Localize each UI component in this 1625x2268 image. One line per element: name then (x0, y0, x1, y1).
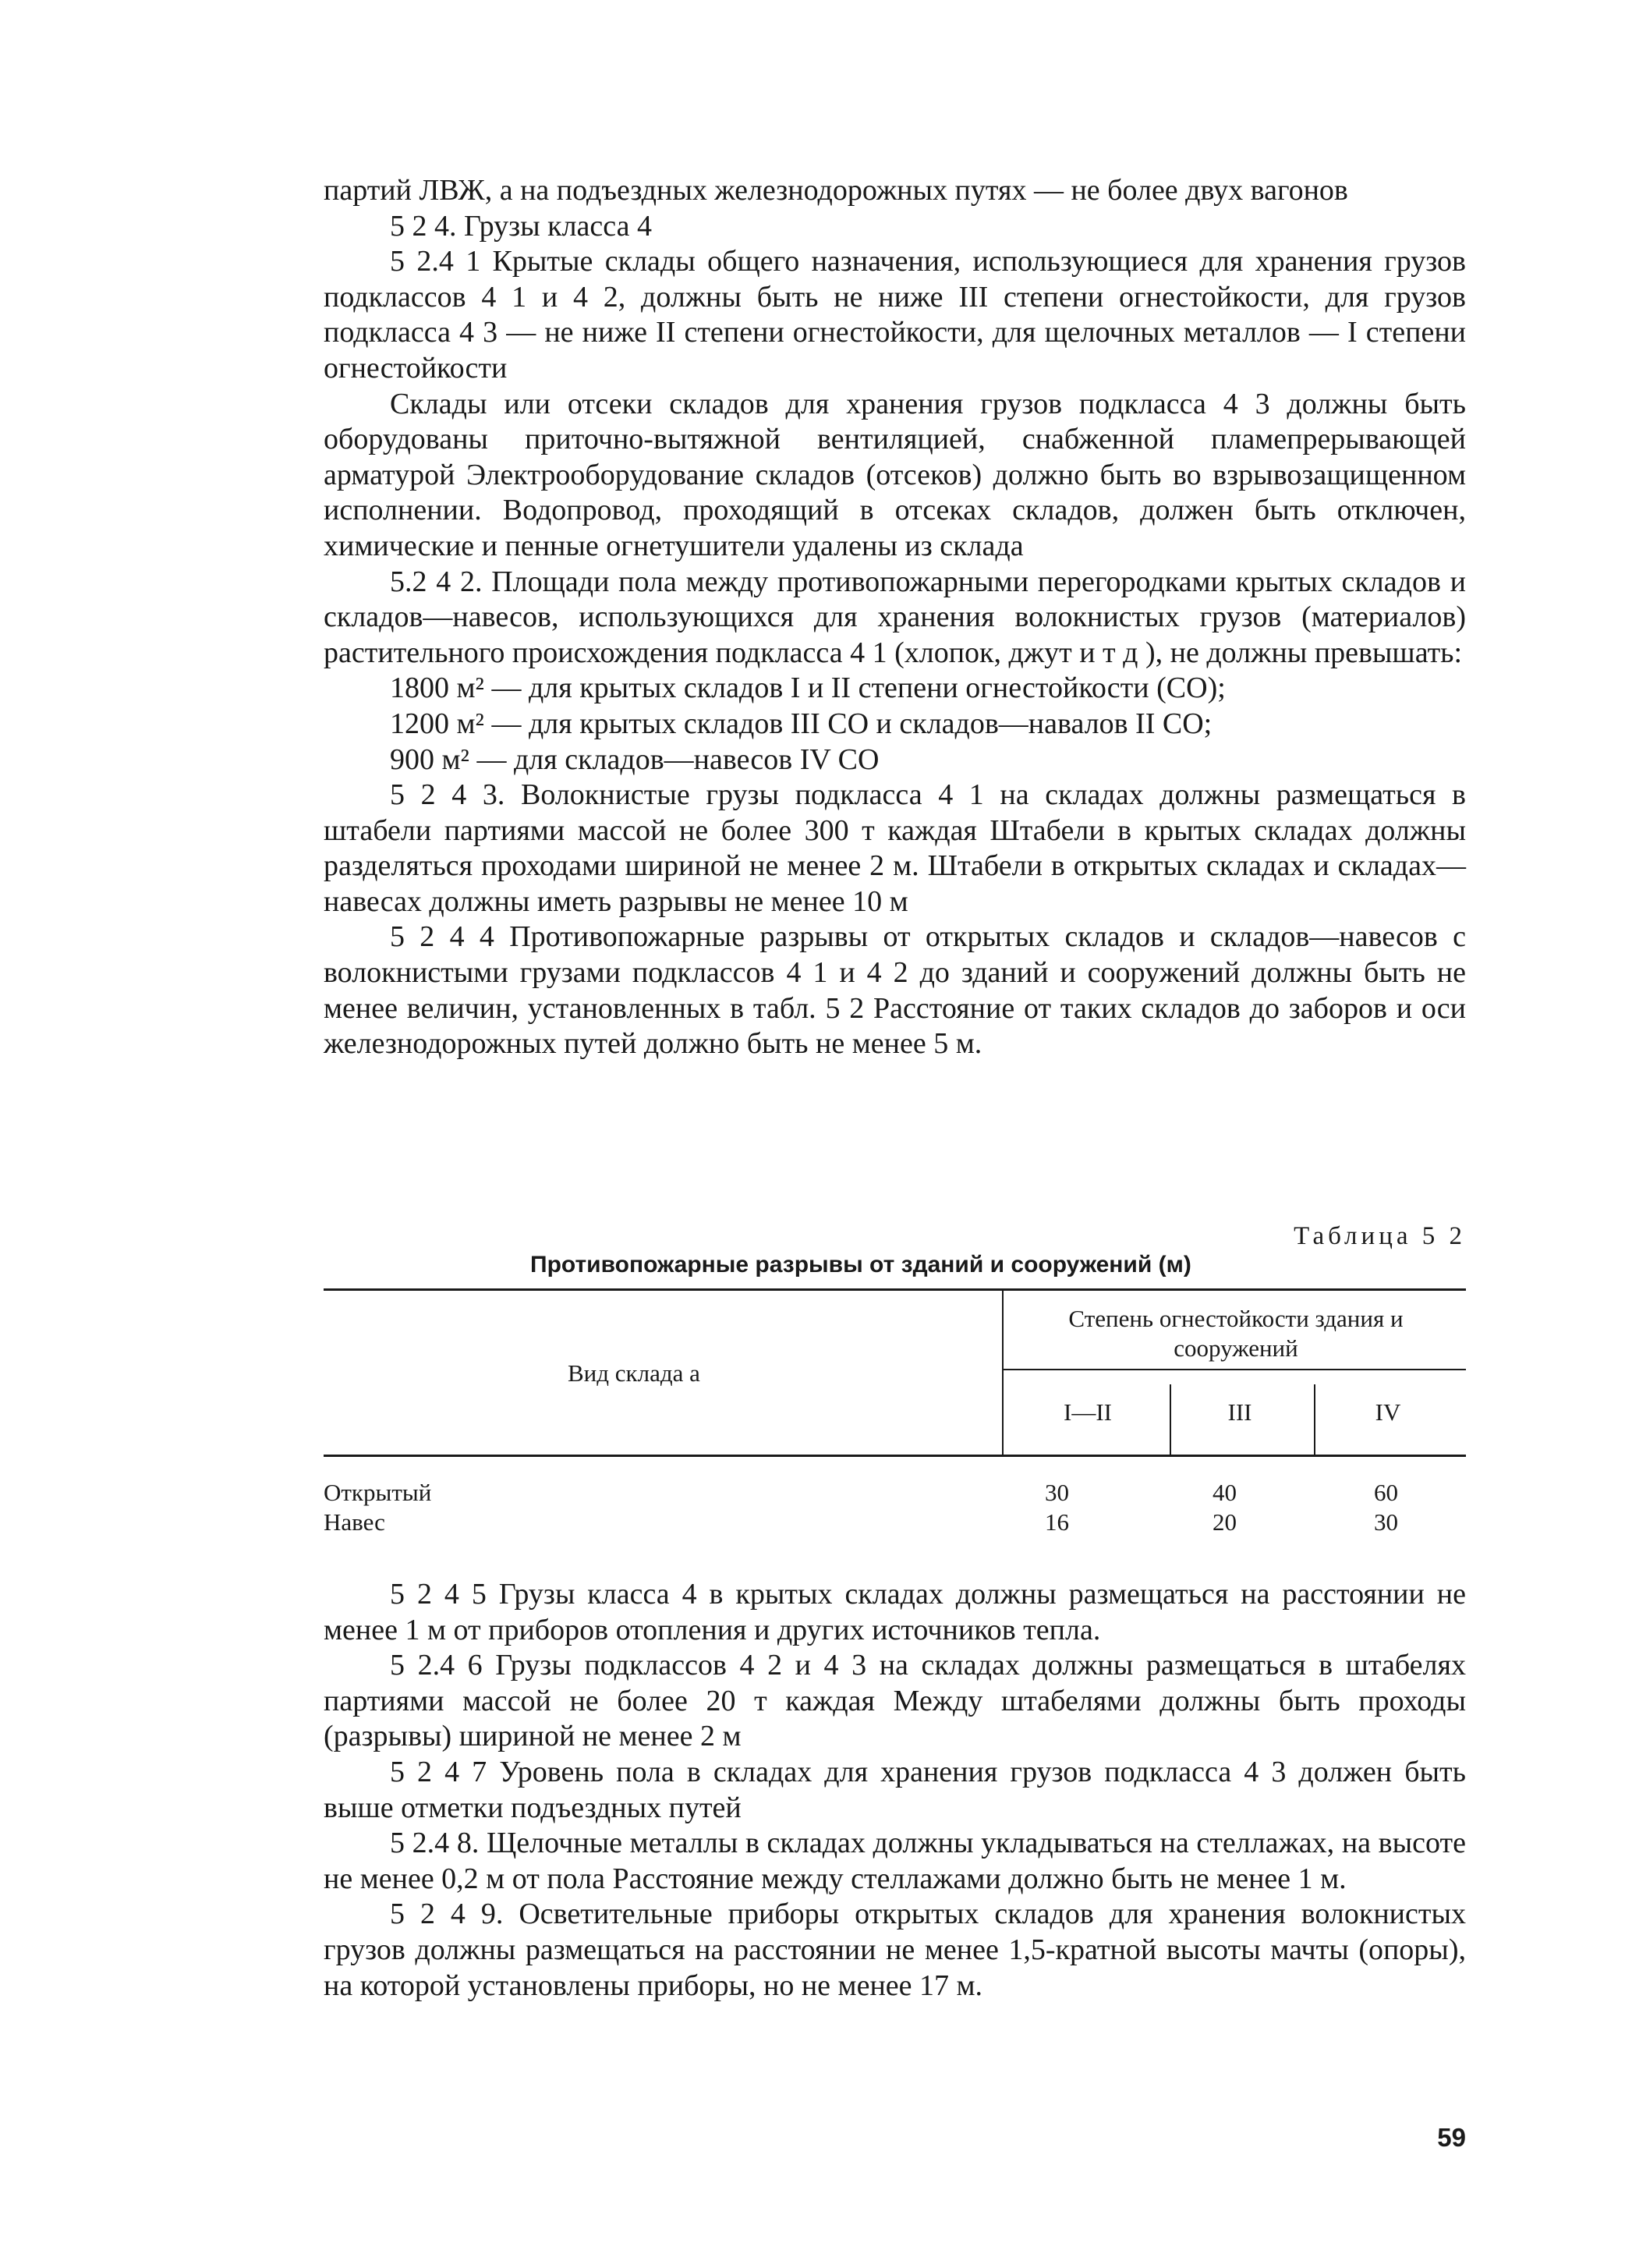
list-line: 900 м² — для складов—навесов IV СО (390, 742, 880, 776)
table-header-group: Степень огнестойкости здания и сооружений (1068, 1305, 1404, 1362)
body-text-top (324, 173, 1466, 1062)
table-header-bottom-rule (324, 1455, 1466, 1457)
paragraph: 5.2 4 2. Площади пола между противопожарными перегородками крытых складов и складов—навесов, использующихся для хранения волокнистых грузов (материалов) растительного происхождения подкласса 4 1 (хлопок, джут и т д ), не должны превышать: (324, 565, 1466, 669)
table-caption: Таблица 5 2 (1294, 1222, 1466, 1250)
table-title: Противопожарные разрывы от зданий и сооружений (м) (530, 1252, 1191, 1278)
table-cell: 40 (1213, 1479, 1237, 1506)
section-heading: 5 2 4. Грузы класса 4 (390, 209, 652, 243)
table-subheader: IV (1375, 1398, 1401, 1426)
paragraph: 5 2 4 5 Грузы класса 4 в крытых складах должны размещаться на расстоянии не менее 1 м от приборов отопления и других источников тепла. (324, 1578, 1466, 1646)
paragraph: Склады или отсеки складов для хранения грузов подкласса 4 3 должны быть оборудованы приточно-вытяжной вентиляцией, снабженной пламепрерывающей арматурой Электрооборудование складов (отсеков) должно быть во взрывозащищенном исполнении. Водопровод, проходящий в отсеках складов, должен быть отключен, химические и пенные огнетушители удалены из склада (324, 387, 1466, 562)
paragraph: 5 2 4 9. Осветительные приборы открытых складов для хранения волокнистых грузов должны размещаться на расстоянии не менее 1,5-кратной высоты мачты (опоры), на которой установлены приборы, но не менее 17 м. (324, 1898, 1466, 2002)
table-row-label: Навес (324, 1508, 385, 1536)
table-subheader: III (1227, 1398, 1252, 1426)
table-cell: 16 (1045, 1508, 1069, 1536)
paragraph: 5 2 4 3. Волокнистые грузы подкласса 4 1 на складах должны размещаться в штабели партиями массой не более 300 т каждая Штабели в крытых складах должны разделяться проходами шириной не менее 2 м. Штабели в открытых складах и складах—навесах должны иметь разрывы не менее 10 м (324, 778, 1466, 918)
table-cell: 20 (1213, 1508, 1237, 1536)
table-header-left: Вид склада а (568, 1359, 700, 1387)
table-row-label: Открытый (324, 1479, 432, 1506)
table-header-vertical (1002, 1291, 1004, 1455)
table-sub-divider (1170, 1384, 1171, 1455)
paragraph: 5 2 4 4 Противопожарные разрывы от открытых складов и складов—навесов с волокнистыми грузами подклассов 4 1 и 4 2 до зданий и сооружений должны быть не менее величин, установленных в табл. 5 2 Расстояние от таких складов до заборов и оси железнодорожных путей должно быть не менее 5 м. (324, 920, 1466, 1061)
paragraph: партий ЛВЖ, а на подъездных железнодорожных путях — не более двух вагонов (324, 174, 1348, 207)
paragraph: 5 2 4 7 Уровень пола в складах для хранения грузов подкласса 4 3 должен быть выше отметки подъездных путей (324, 1755, 1466, 1824)
paragraph: 5 2.4 6 Грузы подклассов 4 2 и 4 3 на складах должны размещаться в штабелях партиями массой не более 20 т каждая Между штабелями должны быть проходы (разрывы) шириной не менее 2 м (324, 1649, 1466, 1753)
body-text-bottom (324, 1577, 1466, 2004)
table-sub-divider (1314, 1384, 1315, 1455)
table-top-rule (324, 1288, 1466, 1291)
paragraph: 5 2.4 1 Крытые склады общего назначения, использующиеся для хранения грузов подклассов 4 1 и 4 2, должны быть не ниже III степени огнестойкости, для грузов подкласса 4 3 — не ниже II степени огнестойкости, для щелочных металлов — I степени огнестойкости (324, 245, 1466, 384)
page-number: 59 (1437, 2123, 1466, 2152)
table-cell: 60 (1374, 1479, 1398, 1506)
table-cell: 30 (1045, 1479, 1069, 1506)
table-cell: 30 (1374, 1508, 1398, 1536)
table-subheader: I—II (1064, 1398, 1112, 1426)
list-line: 1200 м² — для крытых складов III СО и складов—навалов II СО; (390, 707, 1213, 740)
list-line: 1800 м² — для крытых складов I и II степени огнестойкости (СО); (390, 672, 1226, 705)
table-group-rule (1004, 1369, 1466, 1370)
paragraph: 5 2.4 8. Щелочные металлы в складах должны укладываться на стеллажах, на высоте не менее 0,2 м от пола Расстояние между стеллажами должно быть не менее 1 м. (324, 1827, 1466, 1895)
